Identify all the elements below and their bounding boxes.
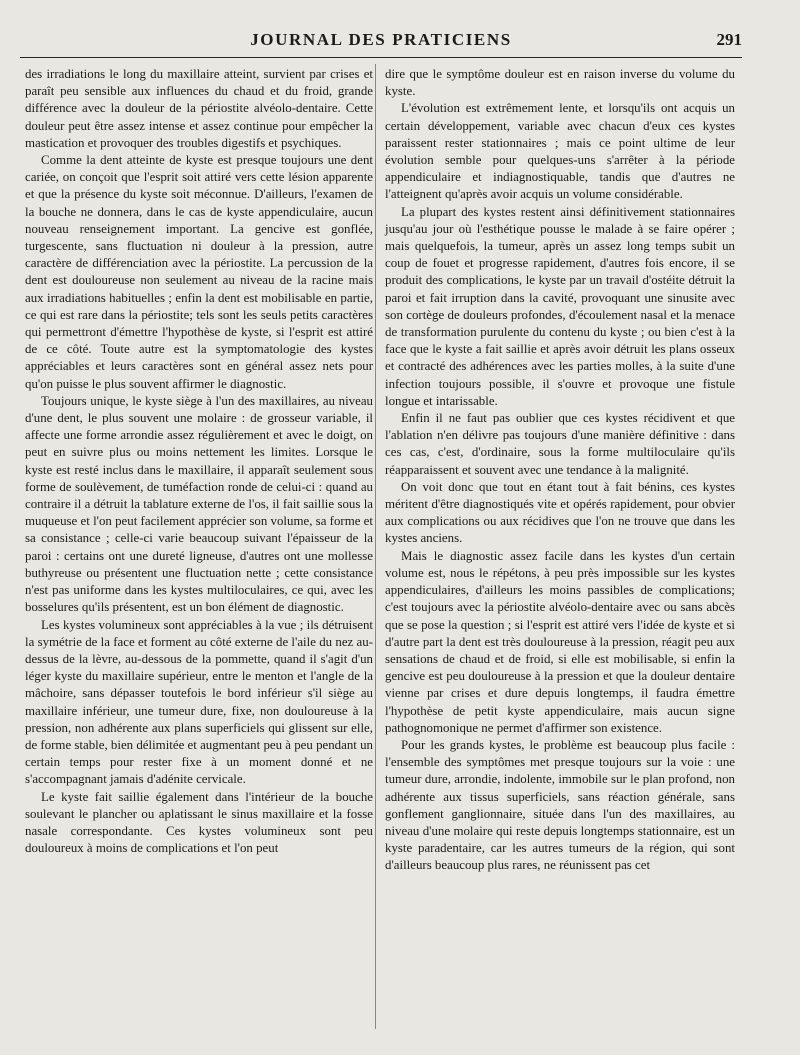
paragraph: Les kystes volumineux sont appréciables à la vue ; ils détruisent la symétrie de la face et forment au côté externe de l'aile du nez au-dessus de la lèvre, au-dessous de la pommette, quand il s'agit d'un léger kyste du maxillaire supérieur, entre le menton et l'angle de la mâchoire, sans dépasser toutefois le bord inférieur s'il siège au maxillaire inférieur, une tumeur dure, fixe, non douloureuse à la pression, non adhérente aux plans superficiels qui glissent sur elle, de forme stable, bien délimitée et augmentant peu à peu pendant un certain temps pour rester fixe à un moment donné et ne s'accompagnant jamais d'adénite cervicale. (25, 617, 373, 787)
paragraph: Enfin il ne faut pas oublier que ces kystes récidivent et que l'ablation n'en délivre pas toujours d'une manière définitive : dans ces cas, c'est, d'ordinaire, sous la forme multiloculaire qu'ils réapparaissent et souvent avec une tendance à la malignité. (385, 411, 735, 477)
running-head (20, 30, 742, 56)
header-rule (20, 57, 742, 58)
paragraph: Toujours unique, le kyste siège à l'un des maxillaires, au niveau d'une dent, le plus souvent une molaire : de grosseur variable, il affecte une forme arrondie assez régulièrement et avec le doigt, on peut en suivre plus ou moins nettement les limites. Lorsque le kyste est resté inclus dans le maxillaire, il apparaît seulement sous forme de soulèvement, de tuméfaction ronde de celui-ci : quand au contraire il a détruit la tablature externe de l'os, il fait saillie sous la muqueuse et l'on peut facilement apprécier son volume, sa forme et sa consistance ; celle-ci varie beaucoup suivant l'épaisseur de la paroi : certains ont une dureté ligneuse, d'autres ont une mollesse buthyreuse ou présentent une fluctuation nette ; cette consistance n'est pas uniforme dans les kystes multiloculaires, ce qui, avec les bosselures qu'ils présentent, est un bon élément de diagnostic. (25, 393, 373, 615)
page-number: 291 (716, 30, 742, 49)
right-column (385, 66, 735, 875)
left-column (25, 66, 373, 857)
paragraph: Comme la dent atteinte de kyste est presque toujours une dent cariée, on conçoit que l'esprit soit attiré vers cette lésion apparente et que la présence du kyste soit méconnue. D'ailleurs, l'examen de la bouche ne donnera, dans le cas de kyste appendiculaire, aucun nouveau renseignement important. La gencive est gonflée, turgescente, sans fluctuation ni douleur à la pression, autre caractère de différenciation avec la périostite. La percussion de la dent est douloureuse non seulement au niveau de la racine mais aux irradiations habituelles ; enfin la dent est mobilisable en partie, ce qui est rare dans la périostite; tels sont les seuls petits caractères qui permettront d'émettre l'hypothèse de kyste, si l'esprit est attiré de ce côté. Toute autre est la symptomatologie des kystes appréciables et leurs caractères sont en général assez nets pour qu'on puisse le plus souvent affirmer le diagnostic. (25, 153, 373, 391)
paragraph: Pour les grands kystes, le problème est beaucoup plus facile : l'ensemble des symptômes met presque toujours sur la voie : une tumeur dure, arrondie, indolente, immobile sur le plan profond, non adhérente aux tissus superficiels, sans réaction générale, sans gonflement ganglionnaire, située dans l'un des maxillaires, au niveau d'une molaire qui reste depuis longtemps stationnaire, est un kyste paradentaire, car les autres tumeurs de la région, qui sont d'ailleurs beaucoup plus rares, ne réunissent pas cet (385, 737, 735, 873)
column-divider (375, 64, 376, 1029)
paragraph: On voit donc que tout en étant tout à fait bénins, ces kystes méritent d'être diagnostiqués vite et opérés rapidement, pour obvier aux complications ou aux récidives que l'on ne trouve que dans les kystes anciens. (385, 479, 735, 546)
paragraph: L'évolution est extrêmement lente, et lorsqu'ils ont acquis un certain développement, variable avec chacun d'eux ces kystes paraissent rester stationnaires ; mais ce point ultime de leur évolution semble pour quelques-uns s'arrêter à la période appendiculaire et indiagnostiquable, tandis que d'autres ne l'atteignent qu'après avoir acquis un volume considérable. (385, 101, 735, 202)
paragraph: Le kyste fait saillie également dans l'intérieur de la bouche soulevant le plancher ou aplatissant le sinus maxillaire et la fosse nasale correspondante. Ces kystes volumineux sont peu douloureux à moins de complications et l'on peut (25, 789, 373, 856)
paragraph: Mais le diagnostic assez facile dans les kystes d'un certain volume est, nous le répétons, à peu près impossible sur les kystes appendiculaires, d'ailleurs les moins passibles de complications; c'est toujours avec la périostite alvéolo-dentaire avec ou sans abcès que se pose la question ; si l'esprit est attiré vers l'idée de kyste et si d'autre part la dent est très douloureuse à la pression, réagit peu aux sensations de chaud et de froid, si elle est mobilisable, si enfin la gencive est peu douloureuse à la pression et que la douleur dentaire vienne par crises et dure depuis longtemps, il faudra émettre l'hypothèse de petit kyste appendiculaire, mais aucun signe pathognomonique ne permet d'affirmer son existence. (385, 548, 735, 735)
paragraph: La plupart des kystes restent ainsi définitivement stationnaires jusqu'au jour où l'esthétique pousse le malade à se faire opérer ; mais quelquefois, la tumeur, après un assez long temps subit un coup de fouet et progresse rapidement, d'autres fois encore, il se produit des complications, le kyste par un travail d'ostéite détruit la paroi et fait irruption dans la cavité, provoquant une sinusite avec son cortège de douleurs profondes, d'écoulement nasal et la menace de transformation purulente du contenu du kyste ; ou bien c'est à la face que le kyste a fait saillie et après avoir détruit les plans osseux et contracté des adhérences avec les parties molles, à la suite d'une infection toujours possible, il s'ouvre et provoque une fistule longue et intarissable. (385, 204, 735, 408)
journal-title: JOURNAL DES PRATICIENS (250, 30, 512, 49)
paragraph: des irradiations le long du maxillaire atteint, survient par crises et paraît peu sensible aux influences du chaud et du froid, grande différence avec la douleur de la périostite alvéolo-dentaire. Cette douleur peut être assez intense et assez continue pour empêcher la mastication et provoquer des troubles digestifs et psychiques. (25, 67, 373, 150)
paragraph: dire que le symptôme douleur est en raison inverse du volume du kyste. (385, 67, 735, 99)
